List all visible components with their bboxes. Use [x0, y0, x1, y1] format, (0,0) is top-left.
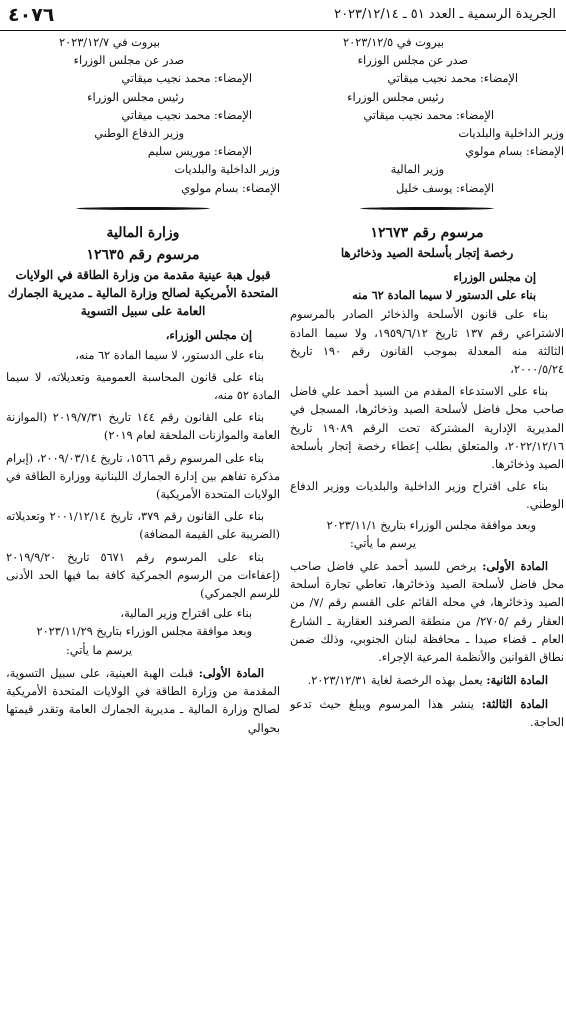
signatory-title: رئيس مجلس الوزراء: [87, 90, 184, 104]
article: [290, 695, 564, 732]
constitution-basis: بناء على الدستور لا سيما المادة ٦٢ منه: [352, 288, 536, 303]
preamble-paragraph: بناء على قانون المحاسبة العمومية وتعديلاته، لا سيما المادة ٥٢ منه،: [6, 370, 280, 403]
issued-by: صدر عن مجلس الوزراء: [73, 54, 184, 68]
signatory-title: وزير الداخلية والبلديات: [174, 163, 280, 177]
preamble-paragraph: بناء على المرسوم رقم ٥٦٧١ تاريخ ٢٠١٩/٩/٢٠ (إعفاءات من الرسوم الجمركية كافة بما فيها الحد الأدنى للرسم الجمركي): [6, 550, 280, 601]
signing-place-date: بيروت في ٢٠٢٣/١٢/٧: [59, 36, 160, 49]
article-label: المادة الثالثة:: [481, 696, 548, 711]
decree-title: مرسوم رقم ١٢٦٣٥: [86, 246, 200, 263]
article-label: المادة الأولى:: [482, 559, 548, 574]
preamble-paragraph: بناء على القانون رقم ٣٧٩، تاريخ ٢٠٠١/١٢/١٤ وتعديلاته (الضريبة على القيمة المضافة): [6, 510, 280, 542]
right-column: [290, 34, 564, 732]
left-column: [6, 34, 280, 738]
signature: الإمضاء: بسام مولوي: [465, 145, 564, 159]
council-preamble: إن مجلس الوزراء: [453, 270, 536, 285]
ministry-heading: وزارة المالية: [106, 224, 180, 241]
article: [290, 557, 564, 667]
signature: الإمضاء: موريس سليم: [147, 145, 252, 159]
council-preamble: إن مجلس الوزراء،: [165, 328, 252, 343]
preamble-paragraph: بناء على القانون رقم ١٤٤ تاريخ ٢٠١٩/٧/٣١ (الموازنة العامة والموازنات الملحقة لعام ٢٠١٩): [6, 411, 280, 443]
signature: الإمضاء: محمد نجيب ميقاتي: [121, 72, 252, 86]
signatory-title: وزير الداخلية والبلديات: [458, 127, 564, 141]
signature: الإمضاء: محمد نجيب ميقاتي: [363, 108, 494, 122]
article-label: المادة الأولى:: [198, 665, 264, 680]
section-divider: [6, 202, 280, 216]
signatory-title: وزير المالية: [390, 163, 444, 177]
preamble-paragraph: بناء على اقتراح وزير المالية،: [120, 607, 252, 621]
article-text: ينشر هذا المرسوم ويبلغ حيث تدعو الحاجة.: [290, 697, 564, 729]
decree-title: مرسوم رقم ١٢٦٧٣: [370, 224, 484, 241]
preamble-paragraph: بناء على اقتراح وزير الداخلية والبلديات ووزير الدفاع الوطني.: [290, 480, 564, 512]
decree-subject: رخصة إتجار بأسلحة الصيد وذخائرها: [340, 245, 514, 260]
decrees-line: يرسم ما يأتي:: [350, 536, 416, 550]
article-text: يرخص للسيد أحمد علي فاضل صاحب محل فاضل لأسلحة الصيد وذخائرها، تعاطي تجارة أسلحة الصيد وذخائرها، في محله القائم على القسم رقم /٧/ من العقار رقم /٢٧٠٥/ من منطقة الصرفند العقارية ـ الشارع العام ـ قضاء صيدا ـ محافظة لبنان الجنوبي، وذلك ضمن نطاق القوانين والأنظمة المرعية الإجراء.: [290, 560, 564, 665]
signature: الإمضاء: محمد نجيب ميقاتي: [387, 72, 518, 86]
approval-date: وبعد موافقة مجلس الوزراء بتاريخ ٢٠٢٣/١١/١: [326, 518, 536, 532]
signatory-title: رئيس مجلس الوزراء: [347, 90, 444, 104]
preamble-paragraph: بناء على الاستدعاء المقدم من السيد أحمد علي فاضل صاحب محل فاضل لأسلحة الصيد وذخائرها، المسجل في المديرية الإدارية المشتركة تحت الرقم ١٩٠٨٩ تاريخ ٢٠٢٢/١٢/١٦، والمتعلق بطلب إعطاء رخصة إتجار بأسلحة الصيد وذخائرها.: [290, 385, 564, 472]
article: [6, 664, 280, 738]
signatory-title: وزير الدفاع الوطني: [94, 127, 184, 141]
preamble-paragraph: بناء على الدستور، لا سيما المادة ٦٢ منه،: [75, 348, 264, 362]
issued-by: صدر عن مجلس الوزراء: [357, 54, 468, 68]
page-number: ٤٠٧٦: [8, 4, 55, 26]
signature: الإمضاء: يوسف خليل: [396, 181, 494, 195]
section-divider: [290, 202, 564, 216]
preamble-paragraph: بناء على قانون الأسلحة والذخائر الصادر بالمرسوم الاشتراعي رقم ١٣٧ تاريخ ١٩٥٩/٦/١٢، ولا سيما المادة الثالثة منه المعدلة بموجب القانون رقم ١٩٠ تاريخ ٢٠٠٠/٥/٢٤،: [290, 308, 564, 377]
article-label: المادة الثانية:: [486, 673, 548, 688]
signature: الإمضاء: بسام مولوي: [181, 181, 280, 195]
page-header: [0, 0, 566, 31]
signing-place-date: بيروت في ٢٠٢٣/١٢/٥: [343, 36, 444, 49]
signature: الإمضاء: محمد نجيب ميقاتي: [121, 108, 252, 122]
decree-subject: قبول هبة عينية مقدمة من وزارة الطاقة في الولايات المتحدة الأمريكية لصالح وزارة المالية ـ مديرية الجمارك العامة على سبيل التسوية: [7, 267, 279, 319]
approval-date: وبعد موافقة مجلس الوزراء بتاريخ ٢٠٢٣/١١/٢٩: [36, 625, 252, 639]
article-text: قبلت الهبة العينية، على سبيل التسوية، المقدمة من وزارة الطاقة في الولايات المتحدة الأمريكية لصالح وزارة المالية ـ مديرية الجمارك العامة وتقدر قيمتها بحوالي: [6, 666, 280, 735]
decrees-line: يرسم ما يأتي:: [66, 643, 132, 657]
gazette-title: الجريدة الرسمية ـ العدد ٥١ ـ ٢٠٢٣/١٢/١٤: [334, 7, 556, 22]
article: [290, 671, 564, 690]
preamble-paragraph: بناء على المرسوم رقم ١٥٦٦، تاريخ ٢٠٠٩/٠٣/١٤، (إبرام مذكرة تفاهم بين إدارة الجمارك اللبنانية ووزارة الطاقة في الولايات المتحدة الأمريكية): [6, 451, 280, 502]
article-text: يعمل بهذه الرخصة لغاية ٢٠٢٣/١٢/٣١.: [307, 674, 483, 688]
